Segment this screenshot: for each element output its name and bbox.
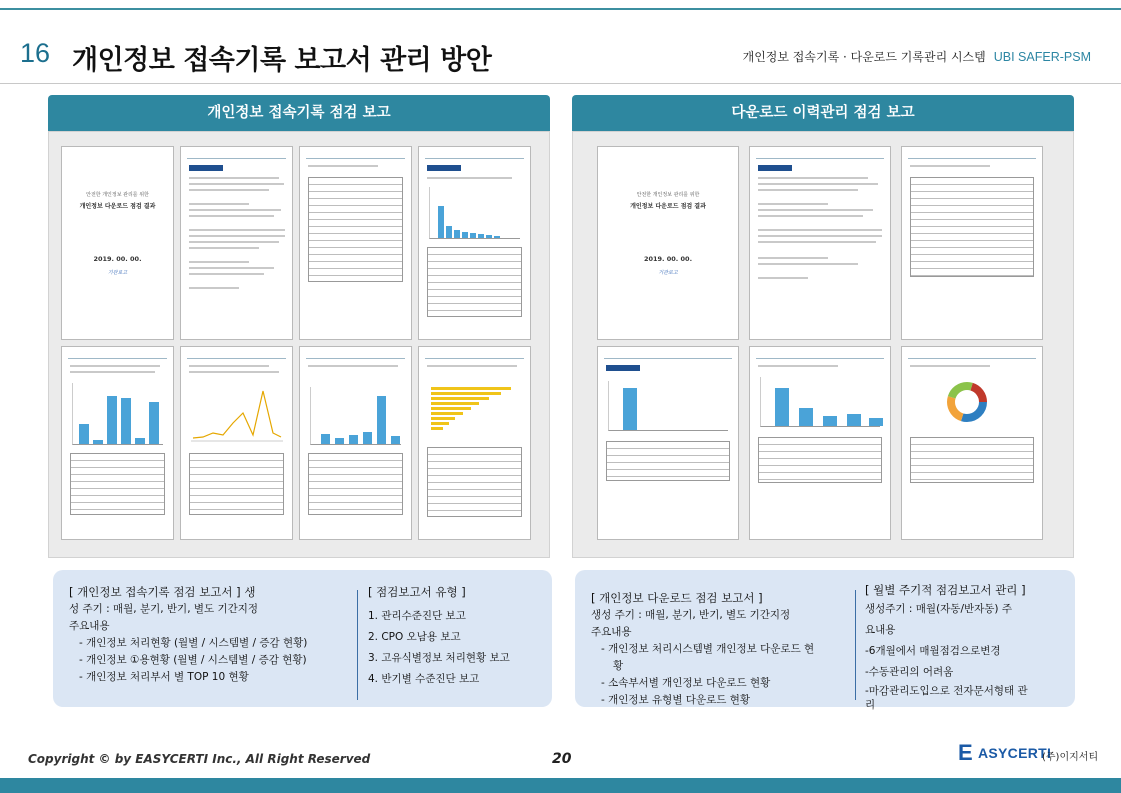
page-header	[756, 351, 884, 359]
types-title: [ 점검보고서 유형 ]	[368, 585, 466, 599]
horizontal-bar-chart	[429, 383, 521, 443]
cover-org-logo: 기관로고	[658, 270, 678, 276]
report-page	[597, 346, 739, 540]
content-item: - 개인정보 유형별 다운로드 현황	[601, 694, 750, 706]
page-header	[756, 151, 884, 159]
type-item: 3. 고유식별정보 처리현황 보고	[368, 652, 510, 664]
header-rule	[0, 83, 1121, 84]
left-panel-title: 개인정보 접속기록 점검 보고	[48, 95, 550, 131]
section-tag	[189, 165, 223, 171]
cover-subtitle: 안전한 개인정보 관리를 위한	[86, 192, 149, 198]
slide-number: 16	[20, 38, 51, 68]
report-page	[299, 146, 412, 340]
page-header	[908, 351, 1036, 359]
content-item: - 개인정보 처리시스템별 개인정보 다운로드 현	[601, 643, 815, 655]
left-info-box	[53, 570, 552, 707]
right-panel-title: 다운로드 이력관리 점검 보고	[572, 95, 1074, 131]
right-info-box	[575, 570, 1075, 711]
header-system-name: 개인정보 접속기록 · 다운로드 기록관리 시스템	[742, 50, 986, 64]
monthly-cycle: 생성주기 : 매월(자동/반자동) 주	[865, 603, 1012, 615]
content-item: 황	[613, 660, 624, 672]
page-header	[306, 151, 405, 159]
column-divider	[357, 590, 358, 700]
report-page	[180, 146, 293, 340]
page-header	[908, 151, 1036, 159]
content-item: - 개인정보 처리현황 (월별 / 시스템별 / 증감 현황)	[79, 637, 308, 649]
right-info-report	[591, 590, 853, 709]
page-header	[425, 151, 524, 159]
data-table	[606, 441, 730, 481]
content-label: 주요내용	[69, 620, 110, 632]
report-page-cover	[61, 146, 174, 340]
page-header	[187, 351, 286, 359]
top-rule	[0, 8, 1121, 10]
right-info-monthly	[865, 582, 1070, 711]
report-page	[418, 346, 531, 540]
report-page	[418, 146, 531, 340]
report-page	[749, 146, 891, 340]
data-table	[427, 447, 522, 517]
header-system-label	[743, 48, 1091, 65]
report-cycle: 성 주기 : 매월, 분기, 반기, 별도 기간지정	[69, 603, 259, 615]
data-table	[427, 247, 522, 317]
slide-title: 개인정보 접속기록 보고서 관리 방안	[72, 45, 492, 76]
data-table	[910, 437, 1034, 483]
type-item: 2. CPO 오남용 보고	[368, 631, 461, 643]
bar-chart	[608, 381, 728, 431]
page-header	[604, 351, 732, 359]
cover-subtitle: 안전한 개인정보 관리를 위한	[636, 192, 700, 198]
content-label: 주요내용	[591, 626, 632, 638]
footer-page-number: 20	[552, 751, 572, 767]
left-info-types	[368, 584, 548, 690]
logo-korean-name: (주)이지서티	[1042, 752, 1099, 763]
monthly-title: [ 월별 주기적 점검보고서 관리 ]	[865, 583, 1026, 597]
page-header	[306, 351, 405, 359]
content-item: - 개인정보 ①용현황 (월별 / 시스템별 / 증감 현황)	[79, 654, 307, 666]
report-page	[901, 346, 1043, 540]
cover-org-logo: 기관로고	[107, 270, 128, 276]
footer-copyright: Copyright © by EASYCERTI Inc., All Right Reserved	[28, 752, 371, 766]
report-page	[749, 346, 891, 540]
bar-chart	[310, 387, 401, 445]
report-page-cover	[597, 146, 739, 340]
report-cycle: 생성 주기 : 매월, 분기, 반기, 별도 기간지정	[591, 609, 791, 621]
page-header	[68, 351, 167, 359]
company-logo	[958, 740, 1108, 766]
left-info-report	[69, 584, 364, 686]
right-report-thumbnails	[572, 131, 1074, 558]
report-page	[299, 346, 412, 540]
data-table	[758, 437, 882, 483]
data-table	[189, 453, 284, 515]
report-page	[61, 346, 174, 540]
content-item: - 개인정보 처리부서 별 TOP 10 현황	[79, 671, 249, 683]
bottom-band	[0, 778, 1121, 793]
bar-chart	[429, 187, 520, 239]
cover-title: 개인정보 다운로드 점검 결과	[79, 203, 156, 210]
content-item: - 소속부서별 개인정보 다운로드 현황	[601, 677, 771, 689]
bar-chart	[760, 377, 880, 427]
line-chart	[191, 383, 283, 443]
left-report-thumbnails	[48, 131, 550, 558]
data-table	[70, 453, 165, 515]
monthly-item: -6개월에서 매월점검으로변경	[865, 645, 1001, 657]
report-page	[901, 146, 1043, 340]
column-divider	[855, 590, 856, 700]
type-item: 1. 관리수준진단 보고	[368, 610, 466, 622]
report-name: [ 개인정보 다운로드 점검 보고서 ]	[591, 591, 763, 605]
monthly-item: 리	[865, 699, 876, 711]
data-table	[910, 177, 1034, 277]
logo-mark: E	[958, 740, 973, 765]
type-item: 4. 반기별 수준진단 보고	[368, 673, 480, 685]
data-table	[308, 453, 403, 515]
cover-date: 2019. 00. 00.	[643, 255, 693, 263]
report-page	[180, 346, 293, 540]
content-label: 요내용	[865, 624, 896, 636]
header-brand: UBI SAFER-PSM	[993, 50, 1091, 64]
donut-chart	[942, 377, 992, 427]
monthly-item: -마감관리도입으로 전자문서형태 관	[865, 685, 1028, 697]
report-name: [ 개인정보 접속기록 점검 보고서 ] 생	[69, 585, 256, 599]
cover-title: 개인정보 다운로드 점검 결과	[630, 203, 706, 210]
data-table	[308, 177, 403, 282]
page-header	[425, 351, 524, 359]
logo-wordmark: ASYCERTI	[978, 745, 1052, 761]
bar-chart	[72, 383, 163, 445]
monthly-item: -수동관리의 어려움	[865, 666, 954, 678]
cover-date: 2019. 00. 00.	[93, 255, 142, 263]
page-header	[187, 151, 286, 159]
